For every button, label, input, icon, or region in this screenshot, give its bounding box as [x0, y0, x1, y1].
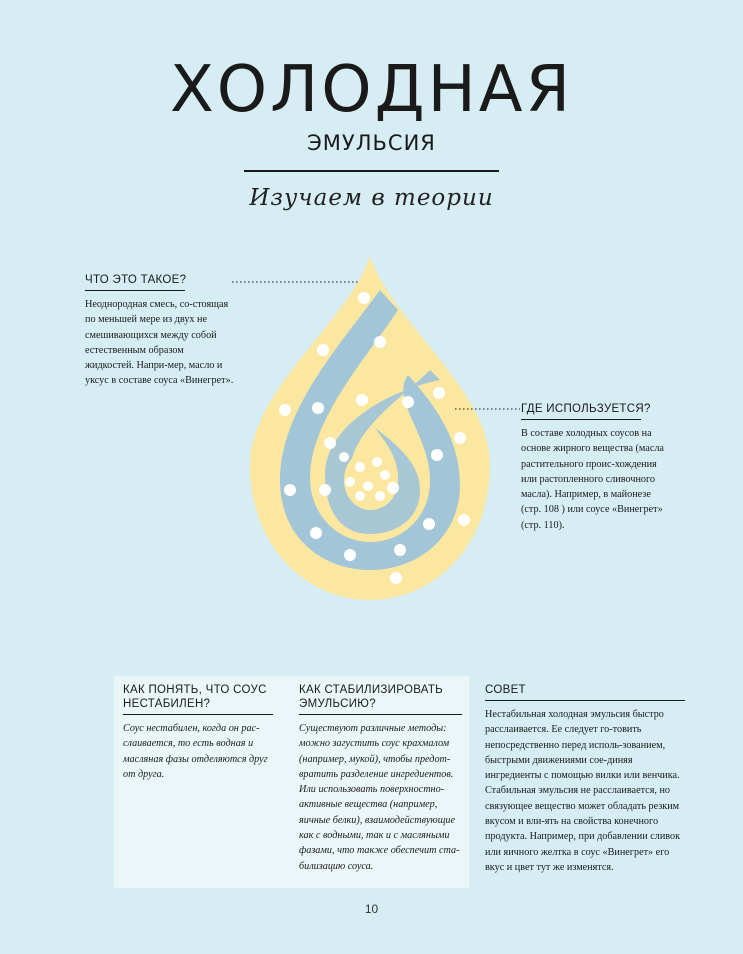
where-used-heading: ГДЕ ИСПОЛЬЗУЕТСЯ?: [521, 403, 651, 415]
advice-underline: [485, 700, 685, 701]
tagline: Изучаем в теории: [249, 185, 494, 211]
how-to-stabilize-block: [299, 683, 462, 874]
how-to-tell-underline: [123, 714, 273, 715]
page-number: 10: [364, 902, 379, 916]
how-to-tell-text: Соус нестабилен, когда он рас-слаивается, то есть водная и масляная фазы отделяются друг от друга.: [123, 723, 268, 780]
how-to-stabilize-text: Существуют различные методы: можно загустить соус крахмалом (например, мукой), чтобы предот-вратить разделение ингредиентов. Или использовать поверхностно-активные вещества (например, яичные белки), взаимодействующие как с водными, так и с масляными фазами, что также обеспечит ста-билизацию соуса.: [299, 723, 460, 872]
advice-heading: СОВЕТ: [485, 684, 526, 696]
how-to-tell-block: [123, 683, 273, 782]
where-used-underline: [521, 419, 641, 420]
page-title: ХОЛОДНАЯ: [169, 53, 574, 127]
how-to-stabilize-underline: [299, 714, 462, 715]
where-used-text: В составе холодных соусов на основе жирного вещества (масла растительного проис-хождения или растопленного сливочного масла). Например, в майонезе (стр. 108 ) или соусе «Винегрет» (стр. 110).: [521, 428, 664, 531]
advice-text: Нестабильная холодная эмульсия быстро расслаивается. Ее следует го-товить непосредственно перед исполь-зованием, быстрыми движениями сое-диняя ингредиенты с помощью вилки или венчика. Стабильная эмульсия не расслаивается, но связующее вещество может обладать резким вкусом и вли-ять на свойства конечного продукта. Например, при добавлении сливок или яичного желтка в соус «Винегрет» его вкус и цвет тут же изменятся.: [485, 709, 681, 873]
page-subtitle: ЭМУЛЬСИЯ: [307, 131, 436, 155]
title-divider: [244, 170, 499, 172]
how-to-tell-heading: КАК ПОНЯТЬ, ЧТО СОУС НЕСТАБИЛЕН?: [123, 684, 267, 710]
where-used-block: [521, 402, 671, 533]
what-is-it-block: [85, 273, 235, 389]
what-is-it-underline: [85, 290, 185, 291]
emulsion-drop-illustration: [230, 250, 520, 610]
advice-block: [485, 683, 685, 875]
what-is-it-text: Неоднородная смесь, со-стоящая по меньшей мере из двух не смешивающихся между собой естественным образом жидкостей. Напри-мер, масло и уксус в составе соуса «Винегрет».: [85, 299, 234, 387]
how-to-stabilize-heading: КАК СТАБИЛИЗИРОВАТЬ ЭМУЛЬСИЮ?: [299, 684, 444, 710]
what-is-it-heading: ЧТО ЭТО ТАКОЕ?: [85, 274, 187, 286]
